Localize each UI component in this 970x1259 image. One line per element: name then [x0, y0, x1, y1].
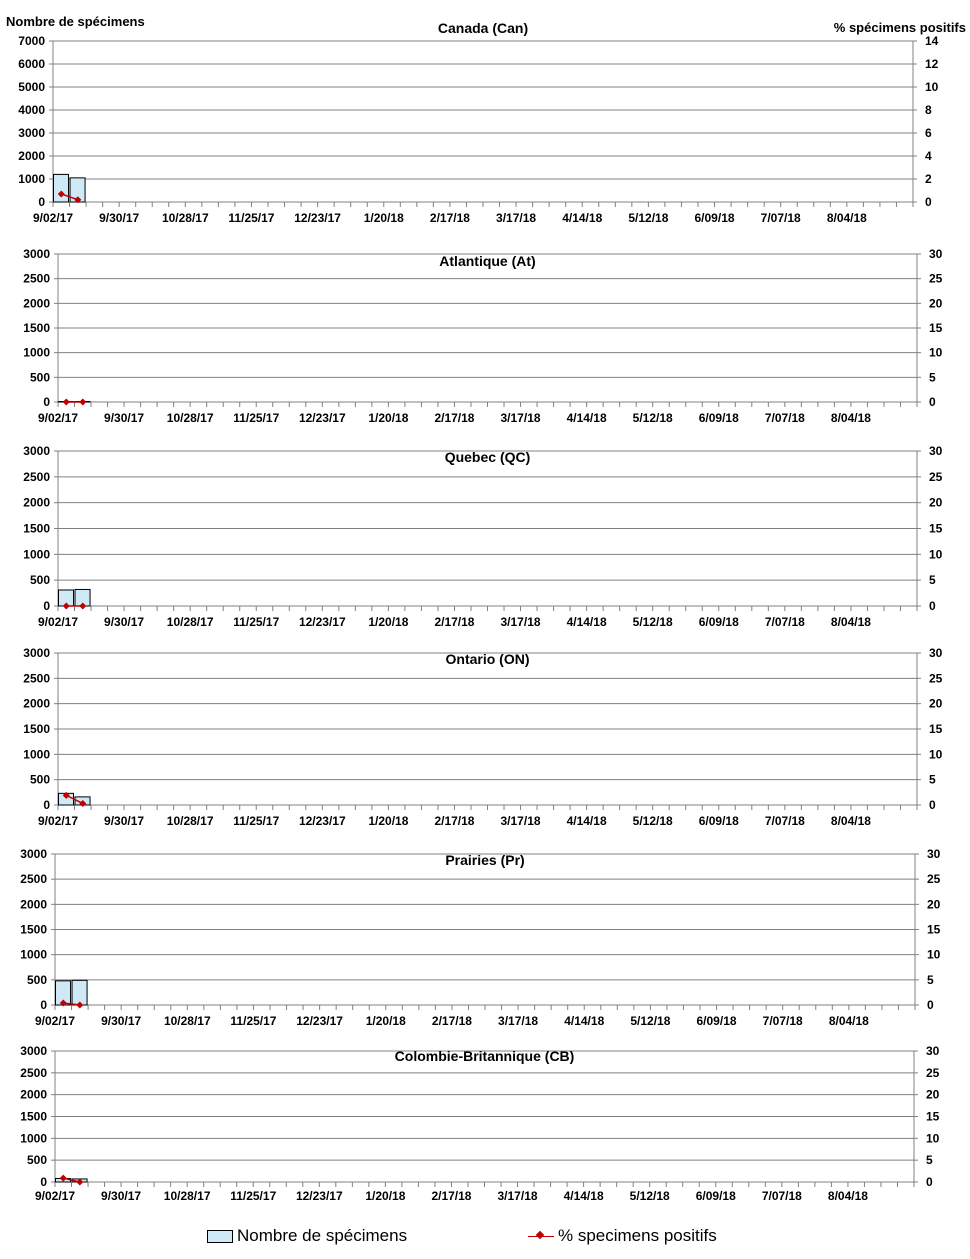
x-tick-label: 1/20/18	[368, 615, 409, 629]
chart-title: Colombie-Britannique (CB)	[394, 1048, 575, 1064]
x-tick-label: 2/17/18	[431, 1189, 472, 1203]
y-left-tick-label: 6000	[18, 57, 45, 71]
y-right-tick-label: 30	[929, 646, 943, 660]
y-left-tick-label: 0	[38, 195, 45, 209]
y-left-tick-label: 1000	[23, 345, 50, 360]
x-tick-label: 10/28/17	[166, 411, 214, 425]
x-tick-label: 11/25/17	[233, 814, 280, 828]
y-left-tick-label: 3000	[23, 247, 50, 261]
x-tick-label: 4/14/18	[564, 1014, 605, 1028]
y-right-tick-label: 10	[929, 747, 943, 762]
y-left-tick-label: 1000	[20, 1131, 47, 1146]
x-tick-label: 8/04/18	[826, 211, 867, 225]
y-right-tick-label: 25	[929, 271, 943, 286]
y-left-tick-label: 4000	[18, 103, 45, 117]
x-tick-label: 1/20/18	[368, 814, 409, 828]
y-left-tick-label: 500	[26, 972, 47, 987]
bar	[72, 980, 87, 1005]
x-tick-label: 10/28/17	[166, 814, 214, 828]
y-left-tick-label: 2000	[23, 296, 50, 311]
y-right-tick-label: 5	[929, 573, 936, 588]
legend	[0, 1226, 970, 1250]
y-right-tick-label: 0	[927, 998, 934, 1012]
x-tick-label: 5/12/18	[632, 814, 673, 828]
y-left-tick-label: 0	[43, 395, 50, 409]
chart-panel-5	[20, 847, 940, 1028]
y-left-tick-label: 2000	[20, 897, 47, 912]
x-tick-label: 7/07/18	[761, 1189, 802, 1203]
y-left-tick-label: 1000	[18, 172, 45, 186]
x-tick-label: 11/25/17	[233, 411, 280, 425]
legend-item-line	[528, 1226, 717, 1246]
y-right-tick-label: 15	[929, 521, 943, 536]
x-tick-label: 12/23/17	[295, 1189, 343, 1203]
legend-line-marker	[528, 1229, 554, 1243]
y-right-tick-label: 5	[929, 370, 936, 385]
x-tick-label: 3/17/18	[496, 211, 537, 225]
y-right-tick-label: 0	[929, 599, 936, 613]
y-right-tick-label: 20	[927, 897, 941, 912]
x-tick-label: 12/23/17	[298, 615, 346, 629]
y-right-tick-label: 10	[926, 1131, 940, 1146]
chart-title: Atlantique (At)	[439, 253, 536, 269]
y-left-tick-label: 500	[29, 772, 50, 787]
x-tick-label: 12/23/17	[296, 1014, 343, 1028]
x-tick-label: 9/02/17	[34, 1014, 76, 1028]
x-tick-label: 7/07/18	[760, 211, 801, 225]
chart-panel-4	[23, 646, 942, 828]
x-tick-label: 8/04/18	[830, 814, 871, 828]
x-tick-label: 2/17/18	[434, 615, 475, 629]
y-right-tick-label: 30	[927, 847, 941, 861]
x-tick-label: 5/12/18	[628, 211, 669, 225]
x-tick-label: 3/17/18	[497, 1189, 538, 1203]
y-right-tick-label: 6	[925, 126, 932, 140]
chart-panel-6	[20, 1044, 939, 1203]
legend-line-label: % specimens positifs	[558, 1226, 717, 1245]
x-tick-label: 5/12/18	[629, 1189, 670, 1203]
x-tick-label: 1/20/18	[368, 411, 409, 425]
y-right-tick-label: 0	[926, 1175, 933, 1189]
y-left-tick-label: 1500	[20, 1109, 47, 1124]
x-tick-label: 2/17/18	[429, 211, 470, 225]
y-right-tick-label: 15	[927, 922, 941, 937]
y-left-tick-label: 2000	[18, 149, 45, 163]
x-tick-label: 9/30/17	[99, 211, 140, 225]
x-tick-label: 5/12/18	[632, 411, 673, 425]
y-right-tick-label: 14	[925, 34, 939, 48]
y-right-tick-label: 20	[929, 296, 943, 311]
x-tick-label: 1/20/18	[363, 211, 404, 225]
x-tick-label: 4/14/18	[566, 615, 607, 629]
y-left-tick-label: 2500	[23, 671, 50, 686]
x-tick-label: 2/17/18	[434, 814, 475, 828]
percent-point	[63, 399, 70, 406]
y-left-tick-label: 1500	[23, 321, 50, 335]
y-right-tick-label: 2	[925, 172, 932, 186]
y-right-tick-label: 10	[925, 80, 939, 94]
x-tick-label: 7/07/18	[764, 411, 805, 425]
x-tick-label: 10/28/17	[163, 1189, 211, 1203]
chart-panel-1	[18, 20, 938, 225]
y-left-tick-label: 2500	[23, 469, 50, 484]
y-right-tick-label: 15	[929, 321, 943, 335]
x-tick-label: 11/25/17	[233, 615, 280, 629]
y-left-tick-label: 3000	[23, 646, 50, 660]
y-left-tick-label: 500	[29, 573, 50, 588]
y-right-tick-label: 15	[929, 722, 943, 736]
y-left-tick-label: 3000	[20, 847, 47, 861]
x-tick-label: 12/23/17	[298, 411, 346, 425]
x-tick-label: 9/30/17	[104, 411, 145, 425]
y-left-tick-label: 1000	[23, 747, 50, 762]
legend-bars-label: Nombre de spécimens	[237, 1226, 408, 1245]
x-tick-label: 4/14/18	[566, 814, 607, 828]
bar	[54, 174, 69, 202]
x-tick-label: 8/04/18	[830, 615, 871, 629]
y-left-tick-label: 2000	[23, 696, 50, 711]
y-right-tick-label: 10	[927, 947, 941, 962]
chart-title: Ontario (ON)	[445, 651, 530, 667]
y-left-tick-label: 5000	[18, 80, 45, 94]
y-right-tick-label: 30	[926, 1044, 940, 1058]
x-tick-label: 5/12/18	[632, 615, 673, 629]
y-left-tick-label: 0	[43, 599, 50, 613]
x-tick-label: 10/28/17	[163, 1014, 211, 1028]
y-left-tick-label: 2000	[23, 495, 50, 510]
y-right-tick-label: 25	[926, 1065, 940, 1080]
y-right-tick-label: 30	[929, 444, 943, 458]
x-tick-label: 8/04/18	[827, 1189, 868, 1203]
y-right-tick-label: 30	[929, 247, 943, 261]
x-tick-label: 4/14/18	[566, 411, 607, 425]
x-tick-label: 3/17/18	[500, 411, 541, 425]
y-right-tick-label: 4	[925, 149, 932, 163]
chart-panel-2	[23, 247, 942, 425]
x-tick-label: 10/28/17	[166, 615, 214, 629]
left-axis-header: Nombre de spécimens	[6, 14, 145, 29]
x-tick-label: 6/09/18	[698, 814, 739, 828]
x-tick-label: 11/25/17	[228, 211, 275, 225]
chart-panel-3	[23, 444, 942, 629]
y-right-tick-label: 5	[926, 1153, 933, 1168]
x-tick-label: 7/07/18	[764, 814, 805, 828]
x-tick-label: 4/14/18	[563, 1189, 604, 1203]
y-left-tick-label: 2500	[20, 1065, 47, 1080]
x-tick-label: 10/28/17	[161, 211, 209, 225]
y-left-tick-label: 1500	[20, 922, 47, 937]
x-tick-label: 12/23/17	[298, 814, 346, 828]
y-right-tick-label: 5	[927, 972, 934, 987]
y-left-tick-label: 3000	[20, 1044, 47, 1058]
chart-title: Canada (Can)	[437, 20, 529, 36]
percent-point	[79, 399, 86, 406]
y-left-tick-label: 2000	[20, 1087, 47, 1102]
x-tick-label: 9/30/17	[104, 814, 145, 828]
y-right-tick-label: 8	[925, 103, 932, 117]
y-right-tick-label: 10	[929, 547, 943, 562]
x-tick-label: 1/20/18	[365, 1014, 406, 1028]
y-left-tick-label: 1500	[23, 722, 50, 736]
x-tick-label: 9/02/17	[37, 814, 79, 828]
y-left-tick-label: 1000	[20, 947, 47, 962]
x-tick-label: 8/04/18	[830, 411, 871, 425]
legend-item-bars	[207, 1226, 407, 1246]
y-right-tick-label: 0	[929, 395, 936, 409]
x-tick-label: 6/09/18	[695, 1189, 736, 1203]
y-left-tick-label: 500	[29, 370, 50, 385]
x-tick-label: 11/25/17	[230, 1189, 277, 1203]
x-tick-label: 1/20/18	[365, 1189, 406, 1203]
y-left-tick-label: 7000	[18, 34, 45, 48]
x-tick-label: 4/14/18	[562, 211, 603, 225]
y-right-tick-label: 20	[926, 1087, 940, 1102]
x-tick-label: 3/17/18	[500, 814, 541, 828]
y-right-tick-label: 0	[929, 798, 936, 812]
x-tick-label: 9/30/17	[101, 1189, 142, 1203]
x-tick-label: 5/12/18	[630, 1014, 671, 1028]
x-tick-label: 6/09/18	[698, 615, 739, 629]
x-tick-label: 7/07/18	[764, 615, 805, 629]
y-left-tick-label: 1500	[23, 521, 50, 536]
x-tick-label: 3/17/18	[498, 1014, 539, 1028]
y-left-tick-label: 0	[43, 798, 50, 812]
x-tick-label: 9/30/17	[104, 615, 145, 629]
y-left-tick-label: 0	[40, 998, 47, 1012]
y-left-tick-label: 500	[26, 1153, 47, 1168]
x-tick-label: 7/07/18	[762, 1014, 803, 1028]
y-right-tick-label: 5	[929, 772, 936, 787]
y-right-tick-label: 15	[926, 1109, 940, 1124]
y-right-tick-label: 0	[925, 195, 932, 209]
x-tick-label: 6/09/18	[698, 411, 739, 425]
y-right-tick-label: 25	[929, 469, 943, 484]
legend-bar-swatch	[207, 1230, 233, 1243]
x-tick-label: 9/02/17	[37, 615, 79, 629]
x-tick-label: 2/17/18	[434, 411, 475, 425]
y-right-tick-label: 12	[925, 57, 939, 71]
x-tick-label: 11/25/17	[230, 1014, 277, 1028]
y-right-tick-label: 20	[929, 495, 943, 510]
y-left-tick-label: 2500	[23, 271, 50, 286]
y-right-tick-label: 25	[929, 671, 943, 686]
chart-title: Quebec (QC)	[444, 449, 531, 465]
y-right-tick-label: 20	[929, 696, 943, 711]
y-left-tick-label: 2500	[20, 872, 47, 887]
x-tick-label: 9/02/17	[32, 211, 74, 225]
y-right-tick-label: 10	[929, 345, 943, 360]
x-tick-label: 2/17/18	[431, 1014, 472, 1028]
x-tick-label: 8/04/18	[828, 1014, 869, 1028]
x-tick-label: 6/09/18	[694, 211, 735, 225]
right-axis-header: % spécimens positifs	[833, 20, 966, 35]
chart-title: Prairies (Pr)	[445, 852, 525, 868]
x-tick-label: 9/02/17	[34, 1189, 76, 1203]
x-tick-label: 9/02/17	[37, 411, 79, 425]
y-left-tick-label: 1000	[23, 547, 50, 562]
x-tick-label: 3/17/18	[500, 615, 541, 629]
y-left-tick-label: 0	[40, 1175, 47, 1189]
x-tick-label: 6/09/18	[696, 1014, 737, 1028]
x-tick-label: 9/30/17	[101, 1014, 142, 1028]
x-tick-label: 12/23/17	[294, 211, 341, 225]
y-left-tick-label: 3000	[23, 444, 50, 458]
y-left-tick-label: 3000	[18, 126, 45, 140]
y-right-tick-label: 25	[927, 872, 941, 887]
